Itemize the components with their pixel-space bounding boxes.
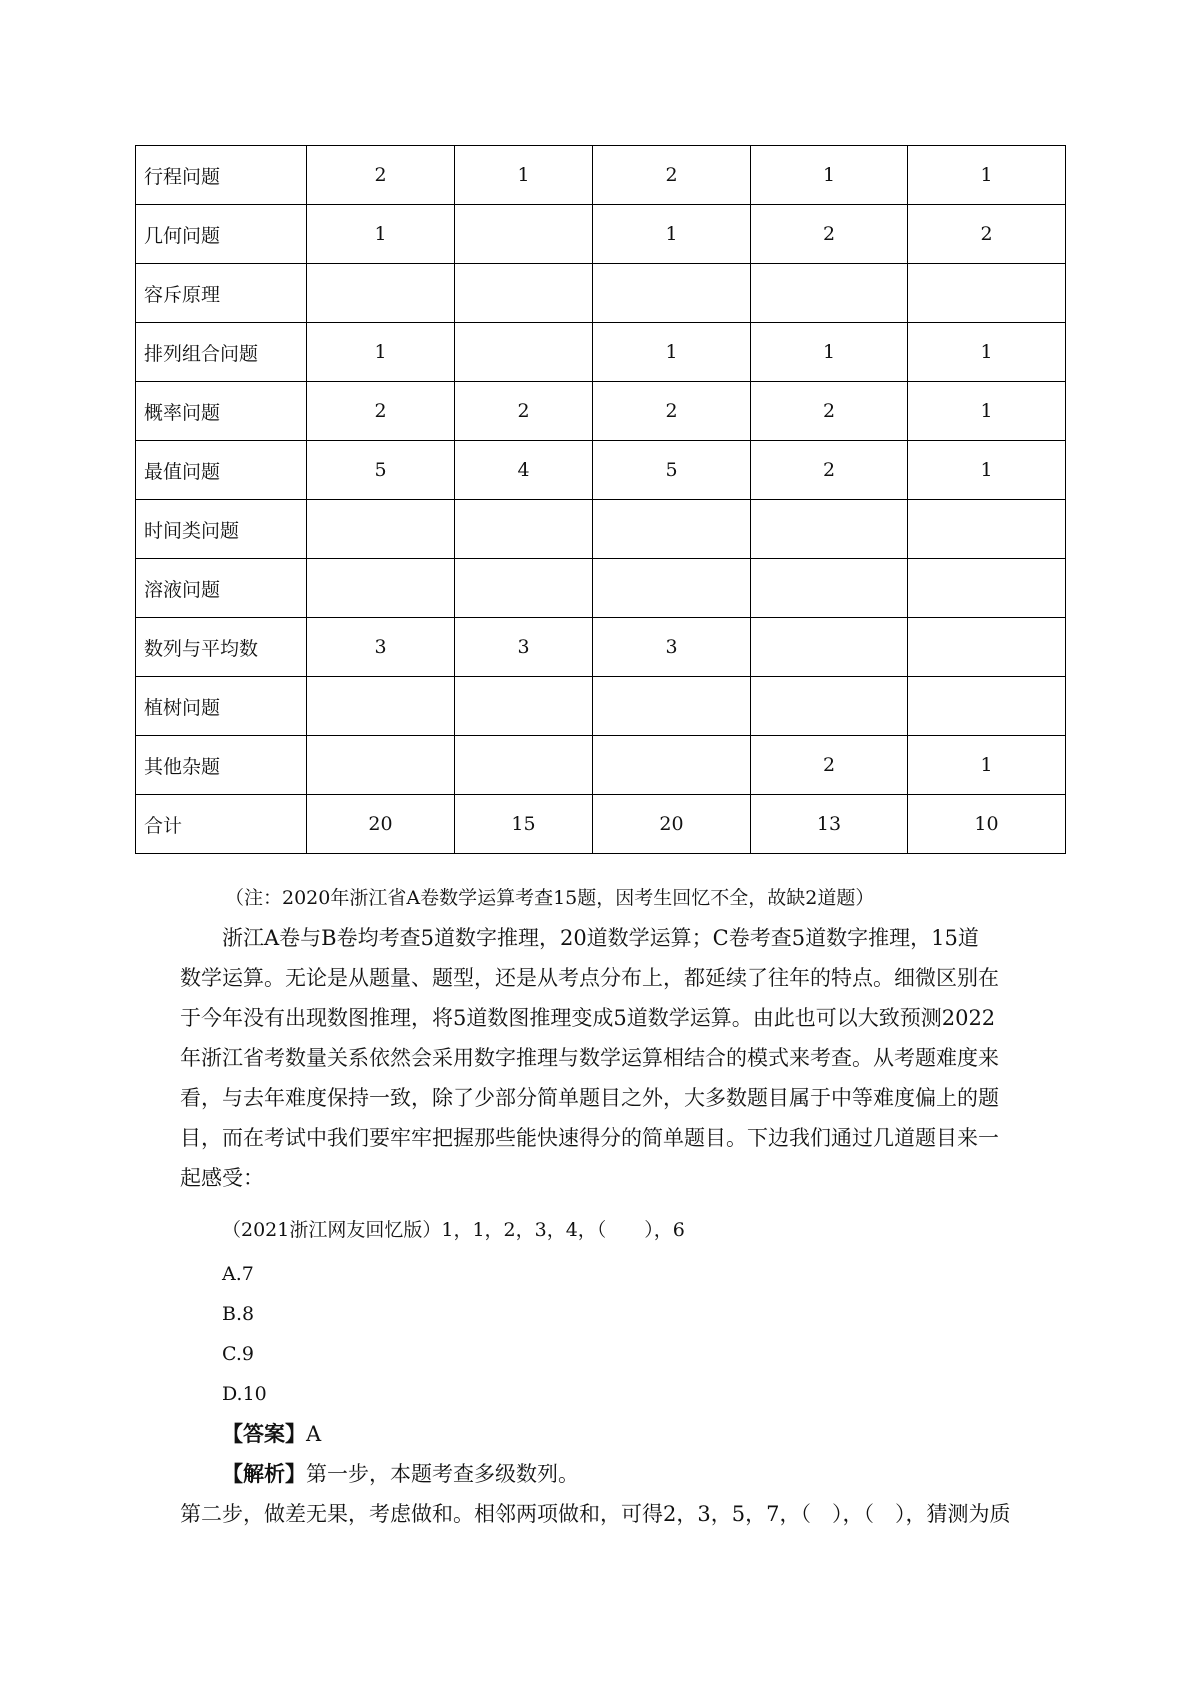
- table-cell: [908, 264, 1066, 323]
- table-cell: 20: [593, 795, 751, 854]
- table-cell: [455, 500, 593, 559]
- paragraph-line: 浙江A卷与B卷均考查5道数字推理，20道数学运算；C卷考查5道数字推理，15道: [222, 926, 979, 950]
- table-cell: 20: [307, 795, 455, 854]
- answer-value: A: [306, 1422, 322, 1446]
- table-cell: [455, 264, 593, 323]
- table-cell: [751, 677, 908, 736]
- analysis-text: 第一步，本题考查多级数列。: [306, 1462, 579, 1486]
- table-cell: [455, 559, 593, 618]
- table-cell: [455, 205, 593, 264]
- table-cell: 3: [307, 618, 455, 677]
- row-label: 数列与平均数: [136, 618, 307, 677]
- paragraph-line: 起感受：: [180, 1166, 264, 1190]
- table-row: [136, 677, 1066, 736]
- row-label: 排列组合问题: [136, 323, 307, 382]
- table-cell: 2: [593, 382, 751, 441]
- table-row: [136, 618, 1066, 677]
- answer-tag: 【答案】: [222, 1421, 306, 1446]
- option-a: A.7: [222, 1263, 254, 1285]
- table-cell: 5: [593, 441, 751, 500]
- table-cell: 1: [593, 205, 751, 264]
- row-label: 其他杂题: [136, 736, 307, 795]
- row-label: 几何问题: [136, 205, 307, 264]
- option-d: D.10: [222, 1383, 267, 1405]
- table-cell: 2: [751, 205, 908, 264]
- table-cell: [908, 500, 1066, 559]
- row-label: 合计: [136, 795, 307, 854]
- paragraph-line: 数学运算。无论是从题量、题型，还是从考点分布上，都延续了往年的特点。细微区别在: [180, 966, 999, 990]
- paragraph-line: 看，与去年难度保持一致，除了少部分简单题目之外，大多数题目属于中等难度偏上的题: [180, 1086, 999, 1110]
- table-cell: [455, 323, 593, 382]
- answer-line: [180, 1414, 1015, 1454]
- table-cell: 1: [307, 323, 455, 382]
- row-label: 溶液问题: [136, 559, 307, 618]
- table-cell: 2: [751, 382, 908, 441]
- table-cell: 2: [908, 205, 1066, 264]
- table-cell: [593, 736, 751, 795]
- table-cell: [593, 264, 751, 323]
- analysis-paragraph: [180, 918, 1015, 1198]
- table-cell: 2: [307, 146, 455, 205]
- table-cell: 1: [307, 205, 455, 264]
- table-row: [136, 736, 1066, 795]
- table-cell: 2: [307, 382, 455, 441]
- table-cell: [751, 559, 908, 618]
- row-label: 概率问题: [136, 382, 307, 441]
- table-cell: 2: [455, 382, 593, 441]
- table-row: [136, 264, 1066, 323]
- table-cell: [307, 264, 455, 323]
- table-cell: 2: [593, 146, 751, 205]
- table-cell: [908, 618, 1066, 677]
- table-cell: 1: [908, 323, 1066, 382]
- table-row: [136, 323, 1066, 382]
- question-block: [180, 1210, 1015, 1250]
- table-cell: 1: [908, 736, 1066, 795]
- table-cell: 13: [751, 795, 908, 854]
- table-cell: [908, 559, 1066, 618]
- question-stem: （2021浙江网友回忆版）1，1，2，3，4，（ ），6: [222, 1219, 685, 1241]
- table-row: [136, 205, 1066, 264]
- table-cell: 1: [908, 441, 1066, 500]
- question-count-table: [135, 145, 1066, 854]
- table-cell: 1: [593, 323, 751, 382]
- table-cell: 1: [908, 146, 1066, 205]
- table-cell: [307, 500, 455, 559]
- table-cell: [307, 677, 455, 736]
- table-row: [136, 441, 1066, 500]
- table-row: [136, 146, 1066, 205]
- table-cell: [751, 264, 908, 323]
- table-cell: [593, 500, 751, 559]
- table-row: [136, 559, 1066, 618]
- table-cell: 5: [307, 441, 455, 500]
- options-list: [180, 1254, 1015, 1414]
- answer-block: [180, 1414, 1015, 1534]
- table-cell: 1: [751, 146, 908, 205]
- option-c: C.9: [222, 1343, 254, 1365]
- analysis-tag: 【解析】: [222, 1461, 306, 1486]
- table-cell: [908, 677, 1066, 736]
- table-cell: [751, 618, 908, 677]
- table-cell: 1: [908, 382, 1066, 441]
- table-cell: 2: [751, 736, 908, 795]
- paragraph-line: 目，而在考试中我们要牢牢把握那些能快速得分的简单题目。下边我们通过几道题目来一: [180, 1126, 999, 1150]
- table-cell: [455, 677, 593, 736]
- table-cell: 15: [455, 795, 593, 854]
- table-cell: 4: [455, 441, 593, 500]
- step2-line: 第二步，做差无果，考虑做和。相邻两项做和，可得2，3，5，7，（ ），（ ），猜测为质: [180, 1502, 1011, 1526]
- table-cell: [307, 736, 455, 795]
- table-cell: [307, 559, 455, 618]
- row-label: 植树问题: [136, 677, 307, 736]
- analysis-line: [180, 1454, 1015, 1494]
- row-label: 容斥原理: [136, 264, 307, 323]
- table-cell: 3: [455, 618, 593, 677]
- table-cell: 1: [455, 146, 593, 205]
- row-label: 最值问题: [136, 441, 307, 500]
- table-note: （注：2020年浙江省A卷数学运算考查15题，因考生回忆不全，故缺2道题）: [225, 887, 875, 909]
- paragraph-line: 年浙江省考数量关系依然会采用数字推理与数学运算相结合的模式来考查。从考题难度来: [180, 1046, 999, 1070]
- table-cell: [751, 500, 908, 559]
- row-label: 时间类问题: [136, 500, 307, 559]
- paragraph-line: 于今年没有出现数图推理，将5道数图推理变成5道数学运算。由此也可以大致预测2022: [180, 1006, 996, 1030]
- row-label: 行程问题: [136, 146, 307, 205]
- table-cell: [593, 677, 751, 736]
- table-cell: 1: [751, 323, 908, 382]
- table-cell: 2: [751, 441, 908, 500]
- option-b: B.8: [222, 1303, 255, 1325]
- table-cell: 10: [908, 795, 1066, 854]
- table-row: [136, 382, 1066, 441]
- table-row: [136, 500, 1066, 559]
- table-cell: 3: [593, 618, 751, 677]
- table-cell: [593, 559, 751, 618]
- table-row: [136, 795, 1066, 854]
- table-cell: [455, 736, 593, 795]
